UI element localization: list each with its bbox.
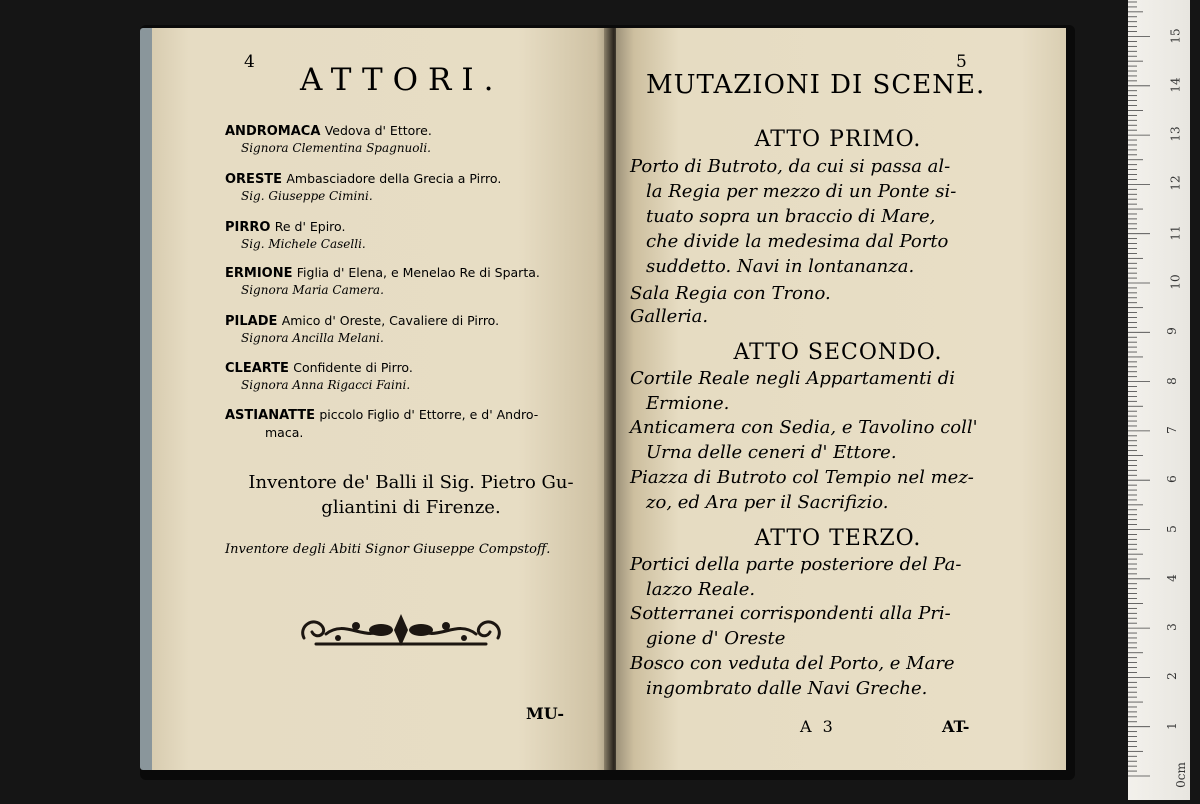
ruler-label: 12: [1168, 175, 1183, 192]
cast-description: Confidente di Pirro.: [293, 360, 413, 375]
left-catchword: MU-: [526, 704, 565, 723]
scene-line: zo, ed Ara per il Sacrifizio.: [646, 492, 889, 513]
signature-mark: A 3: [800, 717, 836, 736]
ruler-label: 3: [1164, 623, 1179, 631]
cast-role: ANDROMACA: [225, 124, 321, 139]
cast-actor: Signora Ancilla Melani.: [241, 331, 384, 345]
cast-actor: Sig. Giuseppe Cimini.: [241, 189, 373, 203]
cast-description: Figlia d' Elena, e Menelao Re di Sparta.: [296, 265, 540, 280]
ruler-label: 1: [1164, 721, 1179, 730]
cast-actor: Sig. Michele Caselli.: [241, 237, 366, 251]
scene-item: [630, 465, 1030, 515]
scene-line: gione d' Oreste: [646, 628, 786, 649]
scene-line: Bosco con veduta del Porto, e Mare: [630, 653, 955, 674]
balli-credit-line: gliantini di Firenze.: [321, 497, 501, 518]
scene-line: Sala Regia con Trono.: [630, 283, 831, 304]
ruler-label: 4: [1164, 573, 1179, 582]
cast-description: Re d' Epiro.: [274, 219, 346, 234]
scene-item: [630, 281, 1030, 306]
cast-role: ASTIANATTE: [225, 408, 316, 423]
cast-description: Amico d' Oreste, Cavaliere di Pirro.: [281, 313, 500, 328]
cast-entry-andromaca: [225, 122, 432, 157]
cast-role: PIRRO: [225, 220, 271, 235]
scene-item: [630, 154, 1030, 279]
scene-item: [630, 552, 1030, 602]
ruler-label: 2: [1164, 672, 1179, 681]
scene-line: Anticamera con Sedia, e Tavolino coll': [630, 417, 978, 438]
ruler-label: 15: [1168, 27, 1183, 44]
scene-line: tuato sopra un braccio di Mare,: [646, 206, 936, 227]
ruler-label: 13: [1168, 126, 1183, 142]
cast-role: PILADE: [225, 314, 278, 329]
cast-description: Ambasciadore della Grecia a Pirro.: [286, 171, 502, 186]
cast-entry-clearte: [225, 359, 413, 394]
ruler-label: 7: [1164, 426, 1179, 434]
ruler-label: 11: [1168, 225, 1183, 241]
ruler-label: 6: [1164, 475, 1179, 484]
right-page-number: 5: [956, 52, 967, 72]
ruler-label: 10: [1168, 274, 1183, 290]
right-catchword: AT-: [942, 717, 970, 736]
measuring-ruler: [1128, 0, 1190, 800]
scene-line: Cortile Reale negli Appartamenti di: [630, 368, 956, 389]
scene-line: Piazza di Butroto col Tempio nel mez-: [630, 467, 974, 488]
scene-line: Porto di Butroto, da cui si passa al-: [630, 156, 951, 177]
abiti-credit: Inventore degli Abiti Signor Giuseppe Compstoff.: [225, 542, 551, 557]
ruler-label: 14: [1168, 77, 1183, 93]
cast-description: Vedova d' Ettore.: [324, 123, 432, 138]
scenes-heading: MUTAZIONI DI SCENE.: [646, 70, 986, 100]
scene-item: [630, 601, 1030, 651]
act-title: ATTO SECONDO.: [733, 340, 943, 365]
balli-credit: [222, 470, 600, 520]
balli-credit-line: Inventore de' Balli il Sig. Pietro Gu-: [248, 472, 574, 493]
cast-role: ORESTE: [225, 172, 283, 187]
scene-item: [630, 366, 1030, 416]
scene-line: ingombrato dalle Navi Greche.: [646, 678, 928, 699]
left-page-number: 4: [244, 52, 255, 72]
cast-actor: Signora Clementina Spagnuoli.: [241, 141, 431, 155]
scene-line: Urna delle ceneri d' Ettore.: [646, 442, 897, 463]
cast-description: piccolo Figlio d' Ettorre, e d' Andro-: [319, 407, 539, 422]
scene-line: Ermione.: [646, 393, 730, 414]
cast-description-continuation: maca.: [265, 425, 304, 440]
act-title: ATTO TERZO.: [754, 526, 922, 551]
scene-line: Galleria.: [630, 306, 709, 327]
ruler-ticks: [1128, 0, 1190, 800]
cast-role: ERMIONE: [225, 266, 293, 281]
scene-line: che divide la medesima dal Porto: [646, 231, 949, 252]
cast-entry-ermione: [225, 264, 540, 299]
cast-entry-astianatte: [225, 406, 538, 441]
scene-item: [630, 415, 1030, 465]
scene-item: [630, 651, 1030, 701]
cast-entry-pirro: [225, 218, 366, 253]
printer-ornament-icon: [296, 608, 506, 654]
scene-line: Sotterranei corrispondenti alla Pri-: [630, 603, 951, 624]
cast-entry-pilade: [225, 312, 499, 347]
ruler-label: 5: [1164, 524, 1179, 533]
ruler-label: 0cm: [1173, 762, 1188, 788]
cast-heading: ATTORI.: [300, 62, 504, 98]
ruler-label: 9: [1164, 327, 1179, 336]
cast-role: CLEARTE: [225, 361, 289, 376]
cast-entry-oreste: [225, 170, 501, 205]
ruler-label: 8: [1164, 376, 1179, 385]
scene-line: lazzo Reale.: [646, 579, 756, 600]
cast-actor: Signora Maria Camera.: [241, 283, 384, 297]
scene-item: [630, 304, 1030, 329]
scene-line: Portici della parte posteriore del Pa-: [630, 554, 962, 575]
cast-actor: Signora Anna Rigacci Faini.: [241, 378, 411, 392]
scene-line: la Regia per mezzo di un Ponte si-: [646, 181, 957, 202]
scene-line: suddetto. Navi in lontananza.: [646, 256, 915, 277]
act-title: ATTO PRIMO.: [754, 127, 922, 152]
